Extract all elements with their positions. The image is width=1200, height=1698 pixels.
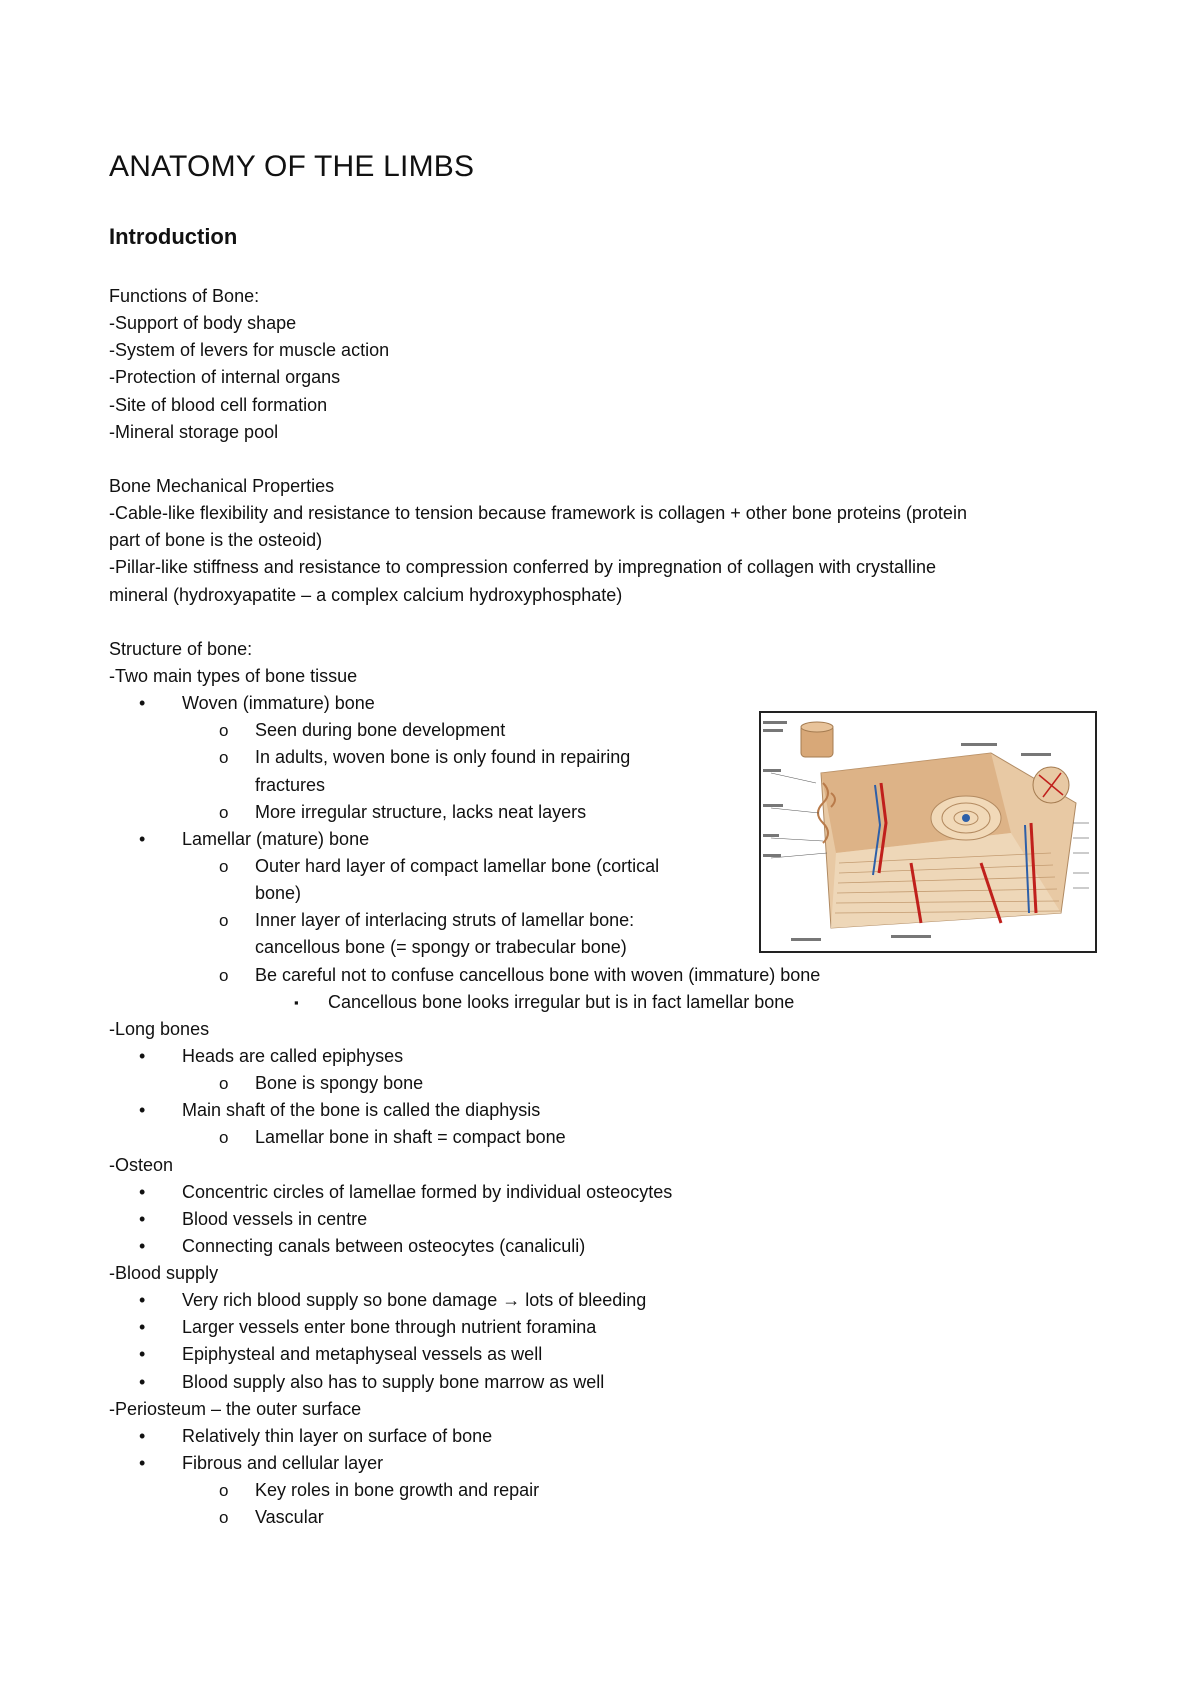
blank-line <box>109 446 1109 473</box>
text-line: -Protection of internal organs <box>109 367 341 388</box>
bone-structure-illustration <box>759 711 1097 953</box>
bullet-item: o Inner layer of interlacing struts of lamellar bone: <box>109 907 1109 934</box>
bullet-item: cancellous bone (= spongy or trabecular bone) <box>255 937 627 958</box>
bullet-item: bone) <box>255 883 302 904</box>
bullet-item: fractures <box>255 774 326 795</box>
bullet-item: o Bone is spongy bone <box>109 1070 1109 1097</box>
text-line: Structure of bone: <box>109 638 253 659</box>
bullet-item: • Epiphysteal and metaphyseal vessels as well <box>109 1341 1109 1368</box>
text-line: -Two main types of bone tissue <box>109 665 358 686</box>
bullet-item: • Fibrous and cellular layer <box>109 1450 1109 1477</box>
text-line: Bone Mechanical Properties <box>109 475 335 496</box>
text-line: -Pillar-like stiffness and resistance to compression conferred by impregnation of collagen with crystalline <box>109 557 937 578</box>
bullet-item: o Vascular <box>109 1504 1109 1531</box>
document-title: ANATOMY OF THE LIMBS <box>109 150 475 183</box>
text-line: -Blood supply <box>109 1263 219 1284</box>
text-line: -Site of blood cell formation <box>109 394 328 415</box>
text-line: -System of levers for muscle action <box>109 340 390 361</box>
bullet-item: • Heads are called epiphyses <box>109 1043 1109 1070</box>
text-line: mineral (hydroxyapatite – a complex calcium hydroxyphosphate) <box>109 584 623 605</box>
bullet-item: o In adults, woven bone is only found in repairing <box>109 744 1109 771</box>
text-line: Functions of Bone: <box>109 286 260 306</box>
bullet-item: • Blood supply also has to supply bone marrow as well <box>109 1369 1109 1396</box>
bullet-item: • Larger vessels enter bone through nutrient foramina <box>109 1314 1109 1341</box>
bullet-item: • Concentric circles of lamellae formed by individual osteocytes <box>109 1179 1109 1206</box>
text-line: -Mineral storage pool <box>109 421 279 442</box>
bullet-item: • Very rich blood supply so bone damage → lots of bleeding <box>109 1287 1109 1314</box>
text-line: part of bone is the osteoid) <box>109 530 323 551</box>
text-line: -Periosteum – the outer surface <box>109 1398 362 1419</box>
bullet-item: o Lamellar bone in shaft = compact bone <box>109 1124 1109 1151</box>
text-line: -Osteon <box>109 1154 174 1175</box>
bullet-item: o Key roles in bone growth and repair <box>109 1477 1109 1504</box>
text-line: -Long bones <box>109 1018 210 1039</box>
text-line: -Support of body shape <box>109 313 297 334</box>
section-heading: Introduction <box>109 224 238 249</box>
bullet-item: • Blood vessels in centre <box>109 1206 1109 1233</box>
bullet-item: • Connecting canals between osteocytes (canaliculi) <box>109 1233 1109 1260</box>
bullet-item: o Seen during bone development <box>109 717 1109 744</box>
blank-line <box>109 609 1109 636</box>
bullet-item: o More irregular structure, lacks neat layers <box>109 799 1109 826</box>
bullet-item: • Main shaft of the bone is called the diaphysis <box>109 1097 1109 1124</box>
bullet-item: o Be careful not to confuse cancellous bone with woven (immature) bone <box>109 962 1109 989</box>
text-line: -Cable-like flexibility and resistance to tension because framework is collagen + other bone proteins (protein <box>109 503 967 524</box>
bullet-item: • Lamellar (mature) bone <box>109 826 1109 853</box>
bullet-item: ▪ Cancellous bone looks irregular but is in fact lamellar bone <box>109 989 1109 1016</box>
bullet-item: • Woven (immature) bone <box>109 690 1109 717</box>
bullet-item: • Relatively thin layer on surface of bone <box>109 1423 1109 1450</box>
bullet-item: o Outer hard layer of compact lamellar bone (cortical <box>109 853 1109 880</box>
